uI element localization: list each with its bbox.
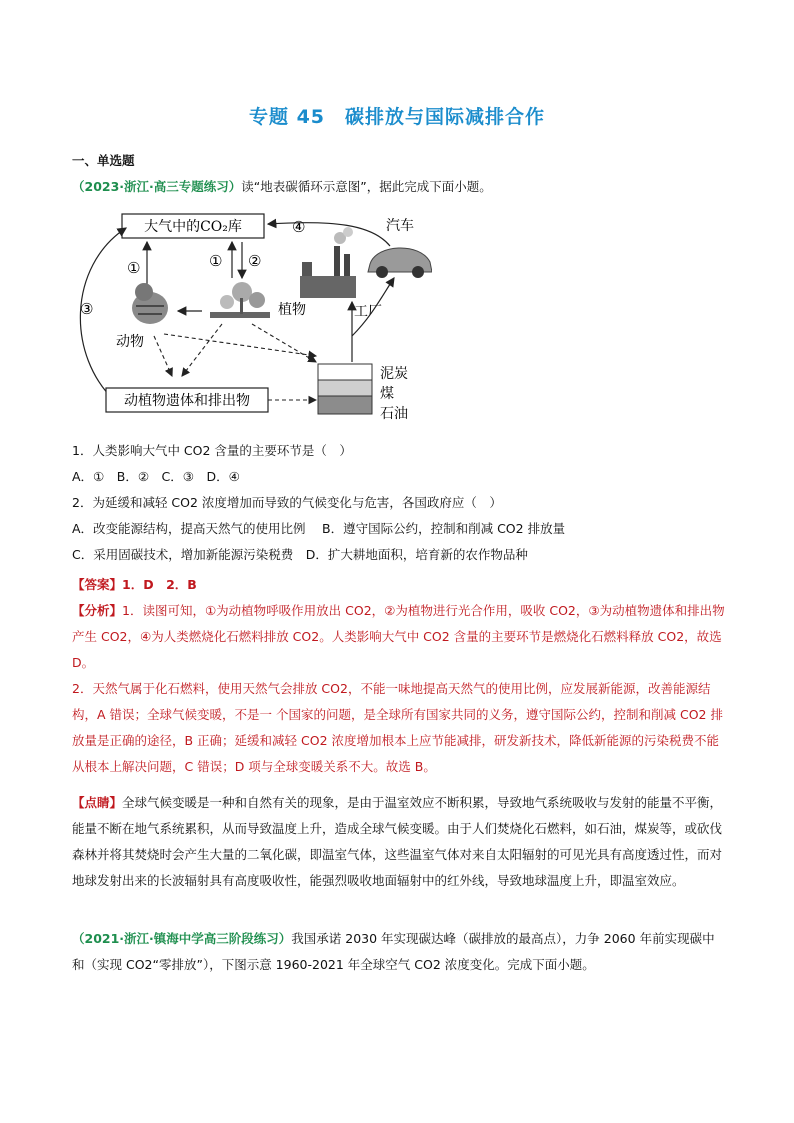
note-section: [72, 790, 727, 894]
car-icon: [368, 248, 432, 278]
answer-section: [72, 572, 727, 598]
question-group-2-intro: [72, 926, 727, 978]
factory-icon: [300, 227, 356, 298]
analysis-p1: 1．读图可知，①为动植物呼吸作用放出 CO2，②为植物进行光合作用，吸收 CO2，③为动植物遗体和排出物产生 CO2，④为人类燃烧化石燃料排放 CO2。人类影响大气中 CO2 含量的主要环节是燃烧化石燃料释放 CO2，故选 D。: [72, 603, 725, 670]
tiger-icon: [132, 283, 168, 324]
label-3: ③: [80, 300, 94, 318]
peat-label: 泥炭: [380, 366, 408, 382]
analysis-tag: 【分析】: [72, 603, 123, 618]
coal-label: 煤: [380, 386, 394, 402]
atmosphere-label: 大气中的CO₂库: [144, 219, 242, 235]
label-1a: ①: [127, 259, 141, 277]
answer-tag: 【答案】: [72, 577, 123, 592]
question-intro: 读“地表碳循环示意图”，据此完成下面小题。: [241, 179, 492, 194]
question-group-intro: [72, 174, 727, 200]
question-2-options-ab: A．改变能源结构，提高天然气的使用比例 B．遵守国际公约，控制和削减 CO2 排放量: [72, 521, 566, 536]
page-title: 专题 45 碳排放与国际减排合作: [248, 106, 546, 128]
note-tag: 【点睛】: [72, 795, 123, 810]
question-1: [72, 438, 727, 490]
animal-label: 动物: [116, 334, 144, 350]
question-1-options: A．① B．② C．③ D．④: [72, 469, 240, 484]
question-2-options-cd: C．采用固碳技术，增加新能源污染税费 D．扩大耕地面积，培育新的农作物品种: [72, 547, 528, 562]
answer-text: 1．D 2．B: [122, 577, 197, 592]
label-4: ④: [292, 218, 306, 236]
car-label: 汽车: [386, 218, 414, 234]
factory-label: 工厂: [354, 304, 382, 320]
question-source: （2023·浙江·高三专题练习）: [72, 179, 242, 194]
question-2-stem: 2．为延缓和减轻 CO2 浓度增加而导致的气候变化与危害，各国政府应（ ）: [72, 495, 502, 510]
oil-label: 石油: [380, 406, 408, 422]
question-intro-2: 我国承诺 2030 年实现碳达峰（碳排放的最高点），力争 2060 年前实现碳中和（实现 CO2“零排放”），下图示意 1960-2021 年全球空气 CO2 浓度变化。完成下面小题。: [72, 931, 715, 972]
plant-label: 植物: [278, 302, 306, 318]
section-label: 一、单选题: [72, 153, 135, 168]
plant-icon: [210, 282, 270, 318]
label-2: ②: [248, 252, 262, 270]
label-1b: ①: [209, 252, 223, 270]
analysis-p2: 2．天然气属于化石燃料，使用天然气会排放 CO2，不能一味地提高天然气的使用比例，应发展新能源，改善能源结构，A 错误；全球气候变暖，不是一 个国家的问题，是全球所有国家共同的义务，遵守国际公约，控制和削减 CO2 排放量是正确的途径，B 正确；延缓和减轻 CO2 浓度增加根本上应节能减排，研发新技术，降低新能源的污染税费不能从根本上解决问题，C 错误；D 项与全球变暖关系不大。故选 B。: [72, 681, 723, 774]
section-heading: [72, 148, 727, 174]
question-1-stem: 1．人类影响大气中 CO2 含量的主要环节是（ ）: [72, 443, 352, 458]
analysis-section: [72, 598, 727, 780]
note-text: 全球气候变暖是一种和自然有关的现象，是由于温室效应不断积累，导致地气系统吸收与发射的能量不平衡，能量不断在地气系统累积，从而导致温度上升，造成全球气候变暖。由于人们焚烧化石燃料，如石油，煤炭等，或砍伐森林并将其焚烧时会产生大量的二氧化碳，即温室气体，这些温室气体对来自太阳辐射的可见光具有高度透过性，而对地球发射出来的长波辐射具有高度吸收性，能强烈吸收地面辐射中的红外线，导致地球温度上升，即温室效应。: [72, 795, 723, 888]
carbon-cycle-diagram: [72, 206, 432, 428]
question-source-2: （2021·浙江·镇海中学高三阶段练习）: [72, 931, 292, 946]
question-2: [72, 490, 727, 568]
remains-label: 动植物遗体和排出物: [124, 393, 250, 409]
